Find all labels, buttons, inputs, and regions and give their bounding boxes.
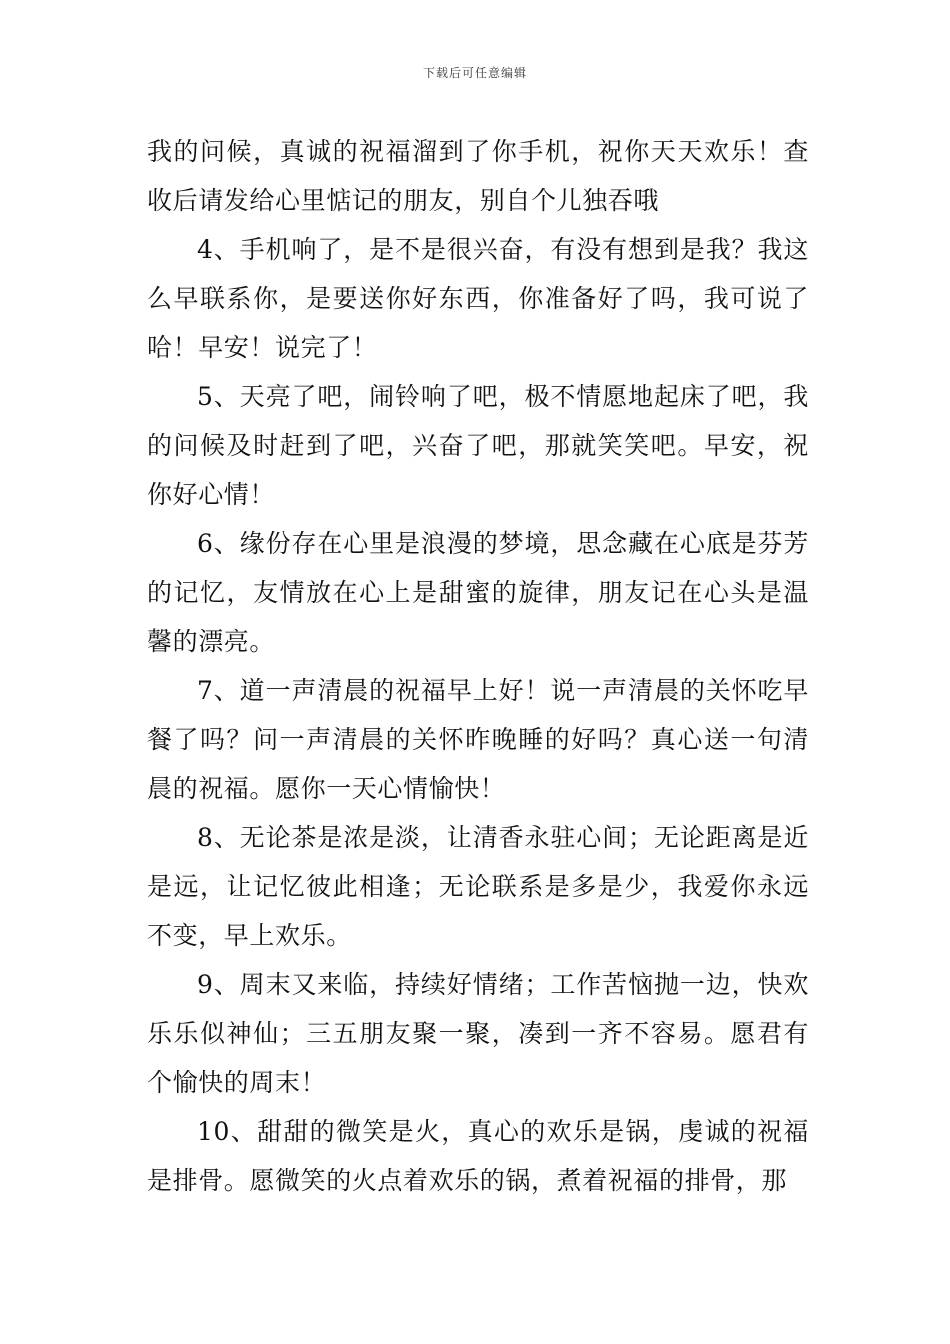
paragraph-item-5: 5、天亮了吧，闹铃响了吧，极不情愿地起床了吧，我的问候及时赶到了吧，兴奋了吧，那就笑笑吧。早安，祝你好心情！ [147, 382, 809, 509]
paragraph-item-8: 8、无论茶是浓是淡，让清香永驻心间；无论距离是近是远，让记忆彼此相逢；无论联系是多是少，我爱你永远不变，早上欢乐。 [147, 823, 809, 950]
paragraph-item-4: 4、手机响了，是不是很兴奋，有没有想到是我？我这么早联系你，是要送你好东西，你准备好了吗，我可说了哈！早安！说完了！ [147, 235, 809, 362]
page-header-note: 下载后可任意编辑 [422, 66, 527, 80]
paragraph-item-9: 9、周末又来临，持续好情绪；工作苦恼抛一边，快欢乐乐似神仙；三五朋友聚一聚，凑到一齐不容易。愿君有个愉快的周末！ [147, 970, 809, 1097]
paragraph-item-7: 7、道一声清晨的祝福早上好！说一声清晨的关怀吃早餐了吗？问一声清晨的关怀昨晚睡的好吗？真心送一句清晨的祝福。愿你一天心情愉快！ [147, 676, 809, 803]
document-body [147, 127, 809, 1205]
paragraph-item-10: 10、甜甜的微笑是火，真心的欢乐是锅，虔诚的祝福是排骨。愿微笑的火点着欢乐的锅，煮着祝福的排骨，那 [147, 1117, 809, 1195]
paragraph-continuation: 我的问候，真诚的祝福溜到了你手机，祝你天天欢乐！查收后请发给心里惦记的朋友，别自个儿独吞哦 [147, 137, 809, 215]
paragraph-item-6: 6、缘份存在心里是浪漫的梦境，思念藏在心底是芬芳的记忆，友情放在心上是甜蜜的旋律，朋友记在心头是温馨的漂亮。 [147, 529, 809, 656]
